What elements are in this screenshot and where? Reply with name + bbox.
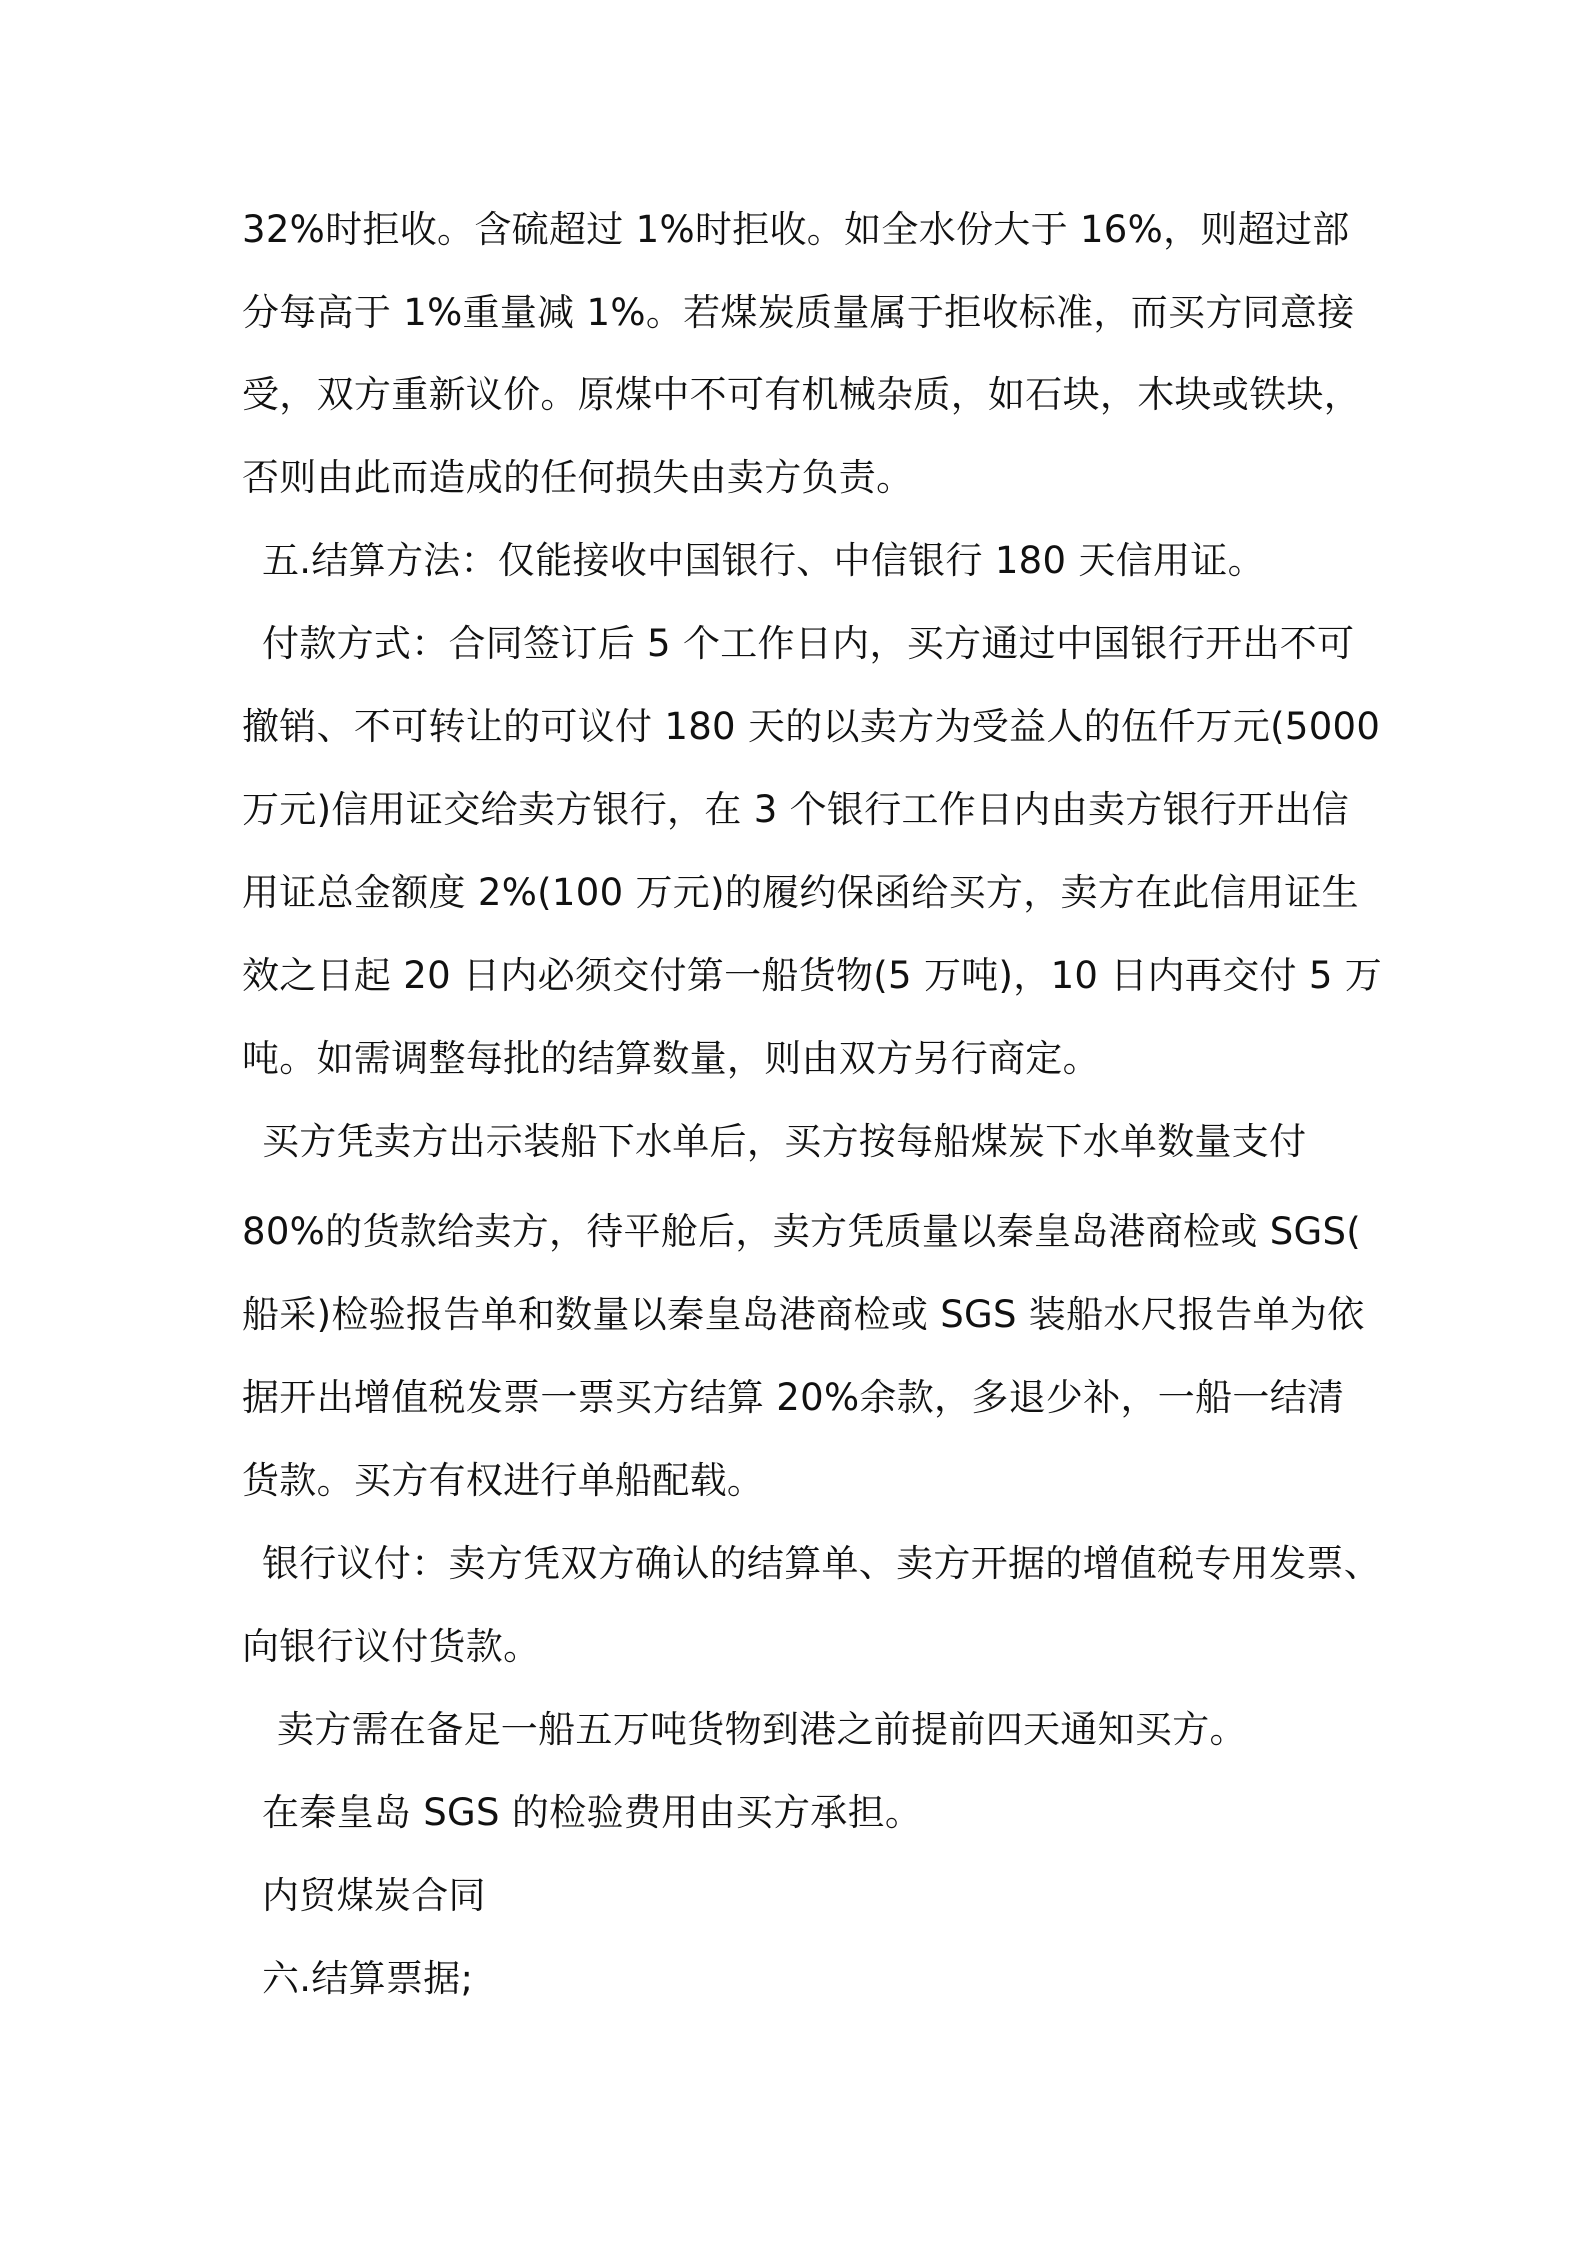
paragraph-line: 货款。买方有权进行单船配载。 <box>242 1459 765 1502</box>
paragraph-line: 80%的货款给卖方，待平舱后，卖方凭质量以秦皇岛港商检或 SGS( <box>242 1210 1361 1253</box>
paragraph-line: 船采)检验报告单和数量以秦皇岛港商检或 SGS 装船水尺报告单为依 <box>242 1293 1365 1336</box>
section-heading-invoices: 六.结算票据; <box>262 1957 474 2000</box>
paragraph-line: 据开出增值税发票一票买方结算 20%余款，多退少补，一船一结清 <box>242 1376 1345 1419</box>
paragraph-line: 否则由此而造成的任何损失由卖方负责。 <box>242 456 914 499</box>
paragraph-line: 32%时拒收。含硫超过 1%时拒收。如全水份大于 16%，则超过部 <box>242 208 1350 251</box>
paragraph-line: 吨。如需调整每批的结算数量，则由双方另行商定。 <box>242 1037 1100 1080</box>
paragraph-line: 银行议付：卖方凭双方确认的结算单、卖方开据的增值税专用发票、 <box>262 1542 1381 1585</box>
section-heading-settlement: 五.结算方法：仅能接收中国银行、中信银行 180 天信用证。 <box>262 539 1265 582</box>
paragraph-line: 万元)信用证交给卖方银行，在 3 个银行工作日内由卖方银行开出信 <box>242 788 1350 831</box>
paragraph-line: 撤销、不可转让的可议付 180 天的以卖方为受益人的伍仟万元(5000 <box>242 705 1381 748</box>
paragraph-line: 向银行议付货款。 <box>242 1625 541 1668</box>
paragraph-line: 在秦皇岛 SGS 的检验费用由买方承担。 <box>262 1791 923 1834</box>
paragraph-line: 分每高于 1%重量减 1%。若煤炭质量属于拒收标准，而买方同意接 <box>242 291 1355 334</box>
paragraph-line: 受，双方重新议价。原煤中不可有机械杂质，如石块，木块或铁块， <box>242 373 1361 416</box>
paragraph-line: 用证总金额度 2%(100 万元)的履约保函给买方，卖方在此信用证生 <box>242 871 1359 914</box>
section-title: 内贸煤炭合同 <box>262 1874 486 1917</box>
paragraph-line: 效之日起 20 日内必须交付第一船货物(5 万吨)，10 日内再交付 5 万 <box>242 954 1383 997</box>
paragraph-line: 付款方式：合同签订后 5 个工作日内，买方通过中国银行开出不可 <box>262 622 1355 665</box>
paragraph-line: 买方凭卖方出示装船下水单后，买方按每船煤炭下水单数量支付 <box>262 1120 1307 1163</box>
paragraph-line: 卖方需在备足一船五万吨货物到港之前提前四天通知买方。 <box>277 1708 1247 1751</box>
